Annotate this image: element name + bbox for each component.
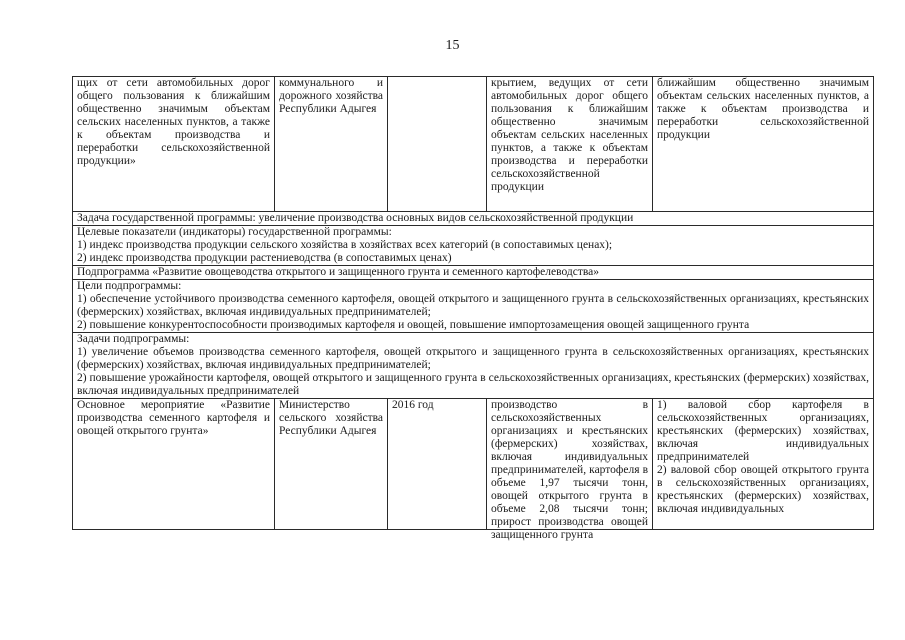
subprogram-goal-item: 1) обеспечение устойчивого производства семенного картофеля, овощей открытого и защищенного грунта в сельскохозяйственных организациях, крестьянских (фермерских) хозяйствах, включая индивидуальных предпринимателей; — [77, 293, 869, 318]
cell-activity-name: щих от сети автомобильных дорог общего пользования к ближайшим общественно значимым объектам сельских населенных пунктов, а также к объектам производства и переработки сельскохозяйственной продукции» — [73, 77, 275, 212]
state-program-task: Задача государственной программы: увеличение производства основных видов сельскохозяйственной продукции — [73, 212, 874, 226]
subprogram-tasks-heading: Задачи подпрограммы: — [77, 333, 190, 345]
subprogram-task-item: 2) повышение урожайности картофеля, овощей открытого и защищенного грунта в сельскохозяйственных организациях, крестьянских (фермерских) хозяйствах, включая индивидуальных предпринимателей — [77, 372, 869, 397]
program-table — [72, 76, 874, 541]
cell-activity-name — [73, 399, 275, 530]
expected-result-text: производство в сельскохозяйственных организациях и крестьянских (фермерских) хозяйствах, включая индивидуальных предпринимателей, картофеля в объеме 1,97 тысячи тонн, овощей открытого грунта в объеме 2,08 тысячи тонн; прирост производства овощей защищенного грунта — [491, 399, 648, 541]
subprogram-task-item: 1) увеличение объемов производства семенного картофеля, овощей открытого и защищенного грунта в сельскохозяйственных организациях, крестьянских (фермерских) хозяйствах, включая индивидуальных предпринимателей; — [77, 346, 869, 371]
indicator-list — [657, 399, 869, 529]
table-row-state-task — [73, 212, 874, 226]
cell-responsible: коммунального и дорожного хозяйства Республики Адыгея — [275, 77, 388, 212]
table-row-subprogram — [73, 266, 874, 280]
cell-expected-result — [487, 399, 653, 541]
indicator-item: 2) валовой сбор овощей открытого грунта в сельскохозяйственных организациях, крестьянских (фермерских) хозяйствах, включая индивидуальных — [657, 464, 869, 515]
subprogram-tasks-cell — [73, 333, 874, 399]
activity-name-text: Основное мероприятие «Развитие производства семенного картофеля и овощей открытого грунта» — [77, 399, 270, 437]
subprogram-goal-item: 2) повышение конкурентоспособности производимых картофеля и овощей, повышение импортозамещения овощей защищенного грунта — [77, 319, 750, 331]
cell-indicator: ближайшим общественно значимым объектам сельских населенных пунктов, а также к объектам производства и переработки сельскохозяйственной продукции — [653, 77, 874, 212]
target-indicators-cell — [73, 226, 874, 266]
subprogram-goals-heading: Цели подпрограммы: — [77, 280, 182, 292]
table-row-tasks — [73, 333, 874, 399]
cell-expected-result: крытием, ведущих от сети автомобильных дорог общего пользования к ближайшим общественно значимым объектам сельских населенных пунктов, а также к объектам производства и переработки сельскохозяйственной продукции — [487, 77, 653, 212]
cell-period — [388, 399, 487, 530]
table-row-indicators — [73, 226, 874, 266]
cell-responsible — [275, 399, 388, 530]
subprogram-goals-cell — [73, 280, 874, 333]
period-text: 2016 год — [392, 399, 434, 411]
target-indicator-item: 2) индекс производства продукции растениеводства (в сопоставимых ценах) — [77, 252, 452, 264]
subprogram-title: Подпрограмма «Развитие овощеводства открытого и защищенного грунта и семенного картофелеводства» — [73, 266, 874, 280]
target-indicators-heading: Целевые показатели (индикаторы) государственной программы: — [77, 226, 392, 238]
indicator-item: 1) валовой сбор картофеля в сельскохозяйственных организациях, крестьянских (фермерских) хозяйствах, включая индивидуальных предпринимателей — [657, 399, 869, 463]
page-number: 15 — [445, 38, 460, 53]
cell-indicator — [653, 399, 874, 530]
responsible-text: Министерство сельского хозяйства Республики Адыгея — [279, 399, 383, 437]
table-row-main-activity — [73, 399, 874, 530]
table-row-continuation — [73, 77, 874, 212]
cell-period — [388, 77, 487, 212]
target-indicator-item: 1) индекс производства продукции сельского хозяйства в хозяйствах всех категорий (в сопоставимых ценах); — [77, 239, 613, 251]
table-row-goals — [73, 280, 874, 333]
